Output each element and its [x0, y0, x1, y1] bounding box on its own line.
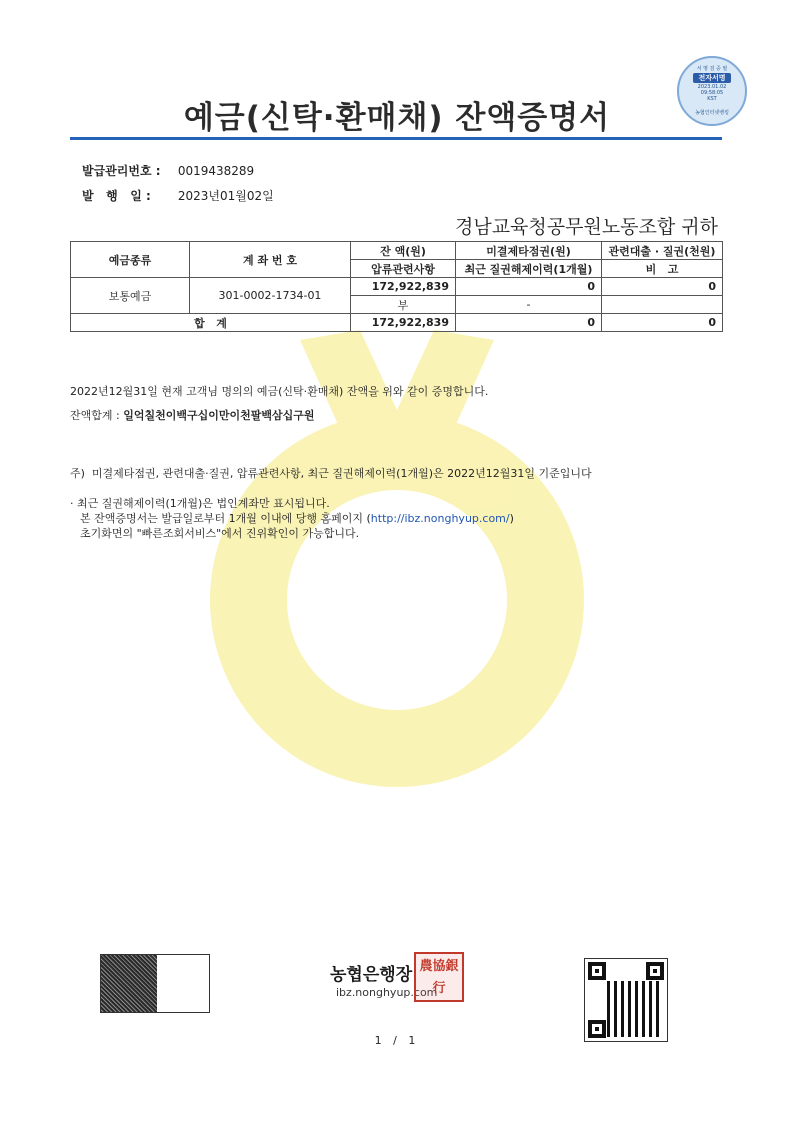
- seal-top-text: 서 명 검 증 필: [696, 66, 728, 72]
- note-line-2-suffix: ): [509, 512, 514, 525]
- bank-seal-stamp: 農協銀行: [414, 952, 464, 1002]
- bank-url: ibz.nonghyup.com: [336, 986, 438, 999]
- balance-in-words-label: 잔액합계 :: [70, 409, 120, 422]
- seal-issuer: 농협인터넷뱅킹: [695, 110, 729, 116]
- row-loan-pledge: 0: [602, 278, 723, 296]
- table-row: [71, 278, 723, 296]
- certify-statement: 2022년12월31일 현재 고객님 명의의 예금(신탁·환매채) 잔액을 위와 같이 증명합니다.: [70, 385, 489, 398]
- header-uncleared: 미결제타점권(원): [456, 242, 602, 260]
- qr-data-modules: [607, 981, 663, 1037]
- row-uncleared: 0: [456, 278, 602, 296]
- homepage-link[interactable]: http://ibz.nonghyup.com/: [370, 512, 510, 525]
- issue-date-label: 발 행 일 :: [82, 189, 151, 203]
- issue-number-value: 0019438289: [177, 164, 255, 178]
- issue-number-label: 발급관리번호 :: [82, 164, 161, 178]
- row-seizure: 부: [351, 296, 456, 314]
- issue-number-row: [82, 162, 254, 179]
- row-deposit-type: 보통예금: [71, 278, 190, 314]
- balance-in-words: 일억칠천이백구십이만이천팔백삼십구원: [123, 409, 315, 422]
- qr-code: [584, 958, 668, 1042]
- basis-date-note: 주) 미결제타점권, 관련대출·질권, 압류관련사항, 최근 질권해제이력(1개월)은 2022년12월31일 기준입니다: [70, 467, 592, 480]
- header-deposit-type: 예금종류: [71, 242, 190, 278]
- table-header-row-1: [71, 242, 723, 260]
- balance-table: [70, 241, 723, 332]
- bank-name: 농협은행장: [330, 965, 413, 985]
- seal-timezone: KST: [707, 96, 717, 102]
- note-line-2: [70, 511, 514, 526]
- row-account-number: 301-0002-1734-01: [190, 278, 351, 314]
- header-balance: 잔 액(원): [351, 242, 456, 260]
- note-line-3: 초기화면의 "빠른조회서비스"에서 진위확인이 가능합니다.: [80, 527, 360, 540]
- header-remarks: 비 고: [602, 260, 723, 278]
- document-title: 예금(신탁·환매채) 잔액증명서: [183, 100, 611, 136]
- issue-date-value: 2023년01월02일: [177, 189, 274, 203]
- total-balance: 172,922,839: [351, 314, 456, 332]
- row-balance: 172,922,839: [351, 278, 456, 296]
- table-total-row: [71, 314, 723, 332]
- page-number: 1 / 1: [374, 1034, 420, 1047]
- issue-date-row: [82, 187, 274, 204]
- seal-label: 전자서명: [693, 73, 731, 83]
- qr-finder-top-left: [588, 962, 606, 980]
- qr-finder-top-right: [646, 962, 664, 980]
- barcode-image: [100, 954, 210, 1013]
- header-recent-pledge-release: 최근 질권해제이력(1개월): [456, 260, 602, 278]
- total-label: 합 계: [71, 314, 351, 332]
- seal-time: 09:58:05: [700, 90, 724, 96]
- header-seizure: 압류관련사항: [351, 260, 456, 278]
- note-line-1: · 최근 질권해제이력(1개월)은 법인계좌만 표시됩니다.: [70, 497, 330, 510]
- header-account-number: 계 좌 번 호: [190, 242, 351, 278]
- notes-block: [70, 496, 514, 541]
- total-loan-pledge: 0: [602, 314, 723, 332]
- barcode-pattern: [101, 955, 157, 1012]
- balance-in-words-row: [70, 407, 315, 423]
- seal-date: 2023.01.02: [697, 84, 727, 90]
- row-recent-pledge-release: -: [456, 296, 602, 314]
- note-line-2-prefix: 본 잔액증명서는 발급일로부터 1개월 이내에 당행 홈페이지 (: [80, 512, 371, 525]
- total-uncleared: 0: [456, 314, 602, 332]
- title-underline: [70, 137, 722, 140]
- header-loan-pledge: 관련대출 · 질권(천원): [602, 242, 723, 260]
- addressee: 경남교육청공무원노동조합 귀하: [455, 216, 718, 238]
- row-remarks: [602, 296, 723, 314]
